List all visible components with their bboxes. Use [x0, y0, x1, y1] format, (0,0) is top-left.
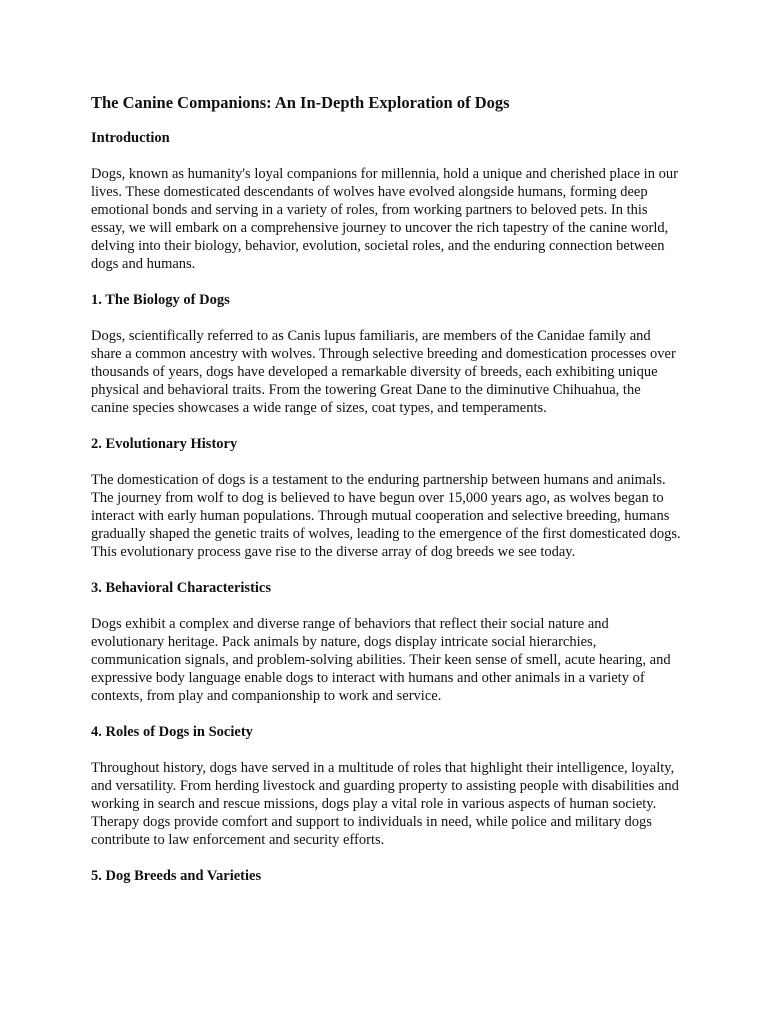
- section-heading-breeds: 5. Dog Breeds and Varieties: [91, 868, 262, 884]
- section-heading-biology: 1. The Biology of Dogs: [91, 292, 230, 308]
- section-paragraph-behavior: Dogs exhibit a complex and diverse range of behaviors that reflect their social nature and evolutionary heritage. Pack animals by nature, dogs display intricate social hierarchies, communication signals, and problem-solving abilities. Their keen sense of smell, acute hearing, and expressive body language enable dogs to interact with humans and other animals in a variety of contexts, from play and companionship to work and service.: [91, 616, 671, 704]
- section-paragraph-evolution: The domestication of dogs is a testament to the enduring partnership between humans and animals. The journey from wolf to dog is believed to have begun over 15,000 years ago, as wolves began to interact with early human populations. Through mutual cooperation and selective breeding, humans gradually shaped the genetic traits of wolves, leading to the emergence of the first domesticated dogs. This evolutionary process gave rise to the diverse array of dog breeds we see today.: [91, 472, 681, 560]
- section-heading-introduction: Introduction: [91, 130, 170, 146]
- document-title: The Canine Companions: An In-Depth Exploration of Dogs: [91, 93, 510, 112]
- section-paragraph-roles: Throughout history, dogs have served in a multitude of roles that highlight their intelligence, loyalty, and versatility. From herding livestock and guarding property to assisting people with disabilities and working in search and rescue missions, dogs play a vital role in various aspects of human society. Therapy dogs provide comfort and support to individuals in need, while police and military dogs contribute to law enforcement and security efforts.: [91, 760, 679, 848]
- document-content: [91, 93, 681, 903]
- section-heading-evolution: 2. Evolutionary History: [91, 436, 238, 452]
- section-paragraph-biology: Dogs, scientifically referred to as Canis lupus familiaris, are members of the Canidae family and share a common ancestry with wolves. Through selective breeding and domestication processes over thousands of years, dogs have developed a remarkable diversity of breeds, each exhibiting unique physical and behavioral traits. From the towering Great Dane to the diminutive Chihuahua, the canine species showcases a wide range of sizes, coat types, and temperaments.: [91, 328, 676, 416]
- section-heading-roles: 4. Roles of Dogs in Society: [91, 724, 253, 740]
- section-heading-behavior: 3. Behavioral Characteristics: [91, 580, 272, 596]
- section-paragraph-introduction: Dogs, known as humanity's loyal companions for millennia, hold a unique and cherished place in our lives. These domesticated descendants of wolves have evolved alongside humans, forming deep emotional bonds and serving in a variety of roles, from working partners to beloved pets. In this essay, we will embark on a comprehensive journey to uncover the rich tapestry of the canine world, delving into their biology, behavior, evolution, societal roles, and the enduring connection between dogs and humans.: [91, 166, 678, 272]
